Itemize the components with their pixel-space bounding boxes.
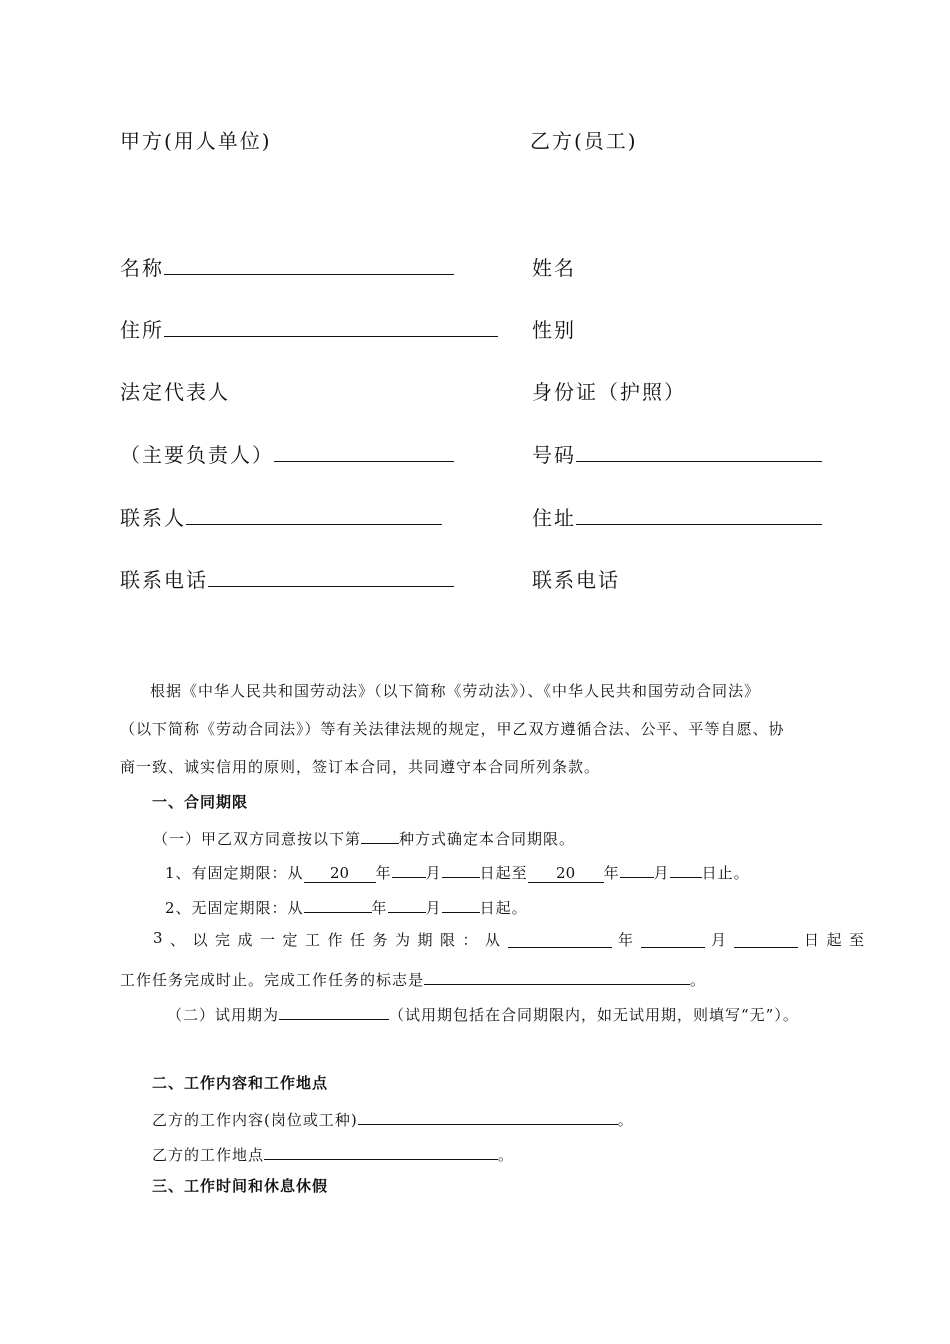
party-b-gender-label: 性别: [532, 318, 576, 342]
party-b-address-blank[interactable]: [576, 502, 822, 525]
party-b-name-label: 姓名: [532, 256, 576, 280]
contract-type-prefix: （一）甲乙双方同意按以下第: [153, 830, 362, 848]
open-start-month-blank[interactable]: [388, 894, 426, 913]
task-completion-period: 。: [690, 971, 707, 989]
contract-type-row: [153, 825, 575, 849]
fixed-end-month-unit: 月: [653, 864, 670, 882]
open-term-label: 2、无固定期限：从: [165, 899, 304, 917]
task-term-char-8: 作: [327, 931, 344, 949]
task-completion-row: [120, 966, 706, 990]
task-completion-blank[interactable]: [424, 966, 690, 985]
preamble-line-1: 根据《中华人民共和国劳动法》（以下简称《劳动法》）、《中华人民共和国劳动合同法》: [150, 682, 761, 700]
party-a-name-blank[interactable]: [164, 252, 454, 275]
open-term-row: [165, 894, 528, 918]
task-term-char-13: 限: [440, 931, 457, 949]
contract-type-blank[interactable]: [361, 825, 399, 844]
party-a-phone-row: [120, 564, 454, 593]
party-a-principal-blank[interactable]: [274, 439, 454, 462]
task-term-char-6: 定: [282, 931, 299, 949]
party-a-phone-blank[interactable]: [208, 564, 454, 587]
party-a-address-row: [120, 314, 498, 343]
party-a-phone-label: 联系电话: [120, 568, 208, 592]
party-a-principal-row: [120, 439, 454, 468]
fixed-start-day-blank[interactable]: [442, 859, 480, 878]
party-a-legal-rep-label: 法定代表人: [120, 380, 230, 404]
open-start-month-unit: 月: [425, 899, 442, 917]
party-a-name-label: 名称: [120, 256, 164, 280]
task-term-char-1: 、: [170, 931, 187, 949]
party-b-id-card-label: 身份证（护照）: [532, 380, 686, 404]
task-term-char-7: 工: [305, 931, 322, 949]
task-term-char-0: 3: [153, 929, 164, 947]
party-a-contact-label: 联系人: [120, 506, 186, 530]
preamble-line-3: 商一致、诚实信用的原则，签订本合同，共同遵守本合同所列条款。: [120, 758, 601, 776]
task-term-char-4: 成: [237, 931, 254, 949]
party-a-heading: 甲方(用人单位): [120, 129, 272, 153]
task-term-char-10: 务: [372, 931, 389, 949]
work-location-blank[interactable]: [264, 1141, 498, 1160]
fixed-end-day-unit: 日止。: [701, 864, 750, 882]
party-b-heading: 乙方(员工): [530, 129, 638, 153]
task-term-char-5: 一: [260, 931, 277, 949]
work-content-period: 。: [617, 1111, 634, 1129]
probation-row: [167, 1001, 799, 1025]
work-location-row: [152, 1141, 514, 1165]
task-tail-char-0: 日: [803, 931, 820, 949]
party-a-contact-row: [120, 502, 442, 531]
fixed-start-year-prefix: 20: [330, 864, 350, 882]
task-term-char-12: 期: [417, 931, 434, 949]
fixed-end-year-unit: 年: [603, 864, 620, 882]
task-start-month-blank[interactable]: [641, 929, 705, 948]
probation-suffix: （试用期包括在合同期限内，如无试用期，则填写“无”）。: [389, 1006, 799, 1024]
task-term-char-14: ：: [462, 931, 479, 949]
task-term-char-3: 完: [215, 931, 232, 949]
work-content-blank[interactable]: [358, 1106, 618, 1125]
fixed-start-day-unit: 日起至: [479, 864, 528, 882]
party-b-id-number-label: 号码: [532, 443, 576, 467]
fixed-start-month-unit: 月: [425, 864, 442, 882]
party-a-address-blank[interactable]: [164, 314, 498, 337]
open-start-year-blank[interactable]: [304, 894, 372, 913]
task-tail-char-1: 起: [826, 931, 843, 949]
section-1-title: 一、合同期限: [152, 793, 249, 811]
fixed-term-label: 1、有固定期限：从: [165, 864, 304, 882]
task-tail-char-2: 至: [848, 931, 865, 949]
task-start-day-blank[interactable]: [734, 929, 798, 948]
fixed-end-year-blank[interactable]: [528, 864, 604, 883]
party-b-address-label: 住址: [532, 506, 576, 530]
fixed-end-month-blank[interactable]: [620, 859, 654, 878]
fixed-start-year-blank[interactable]: [304, 864, 376, 883]
work-location-period: 。: [498, 1146, 515, 1164]
party-b-id-number-blank[interactable]: [576, 439, 822, 462]
open-start-year-unit: 年: [371, 899, 388, 917]
probation-prefix: （二）试用期为: [167, 1006, 280, 1024]
probation-blank[interactable]: [279, 1001, 389, 1020]
task-start-year-blank[interactable]: [508, 929, 612, 948]
open-start-day-unit: 日起。: [479, 899, 528, 917]
task-term-char-9: 任: [350, 931, 367, 949]
task-term-char-15: 从: [485, 931, 502, 949]
work-content-row: [152, 1106, 634, 1130]
task-start-month-unit: 月: [711, 931, 728, 949]
fixed-end-day-blank[interactable]: [670, 859, 702, 878]
party-a-principal-label: （主要负责人）: [120, 443, 274, 467]
fixed-start-month-blank[interactable]: [392, 859, 426, 878]
party-b-phone-label: 联系电话: [532, 568, 620, 592]
party-a-contact-blank[interactable]: [186, 502, 442, 525]
section-3-title: 三、工作时间和休息休假: [152, 1177, 329, 1195]
party-b-address-row: [532, 502, 822, 531]
task-start-year-unit: 年: [618, 931, 635, 949]
fixed-start-year-unit: 年: [375, 864, 392, 882]
work-content-label: 乙方的工作内容(岗位或工种): [152, 1111, 358, 1129]
task-term-row: [153, 929, 865, 950]
work-location-label: 乙方的工作地点: [152, 1146, 265, 1164]
fixed-end-year-prefix: 20: [556, 864, 576, 882]
task-completion-label: 工作任务完成时止。完成工作任务的标志是: [120, 971, 425, 989]
party-b-id-number-row: [532, 439, 822, 468]
fixed-term-row: [165, 859, 750, 883]
section-2-title: 二、工作内容和工作地点: [152, 1074, 329, 1092]
task-term-char-2: 以: [192, 931, 209, 949]
party-a-address-label: 住所: [120, 318, 164, 342]
task-term-char-11: 为: [395, 931, 412, 949]
contract-type-suffix: 种方式确定本合同期限。: [399, 830, 576, 848]
preamble-line-2: （以下简称《劳动合同法》）等有关法律法规的规定，甲乙双方遵循合法、公平、平等自愿、协: [120, 720, 785, 738]
open-start-day-blank[interactable]: [442, 894, 480, 913]
party-a-name-row: [120, 252, 454, 281]
